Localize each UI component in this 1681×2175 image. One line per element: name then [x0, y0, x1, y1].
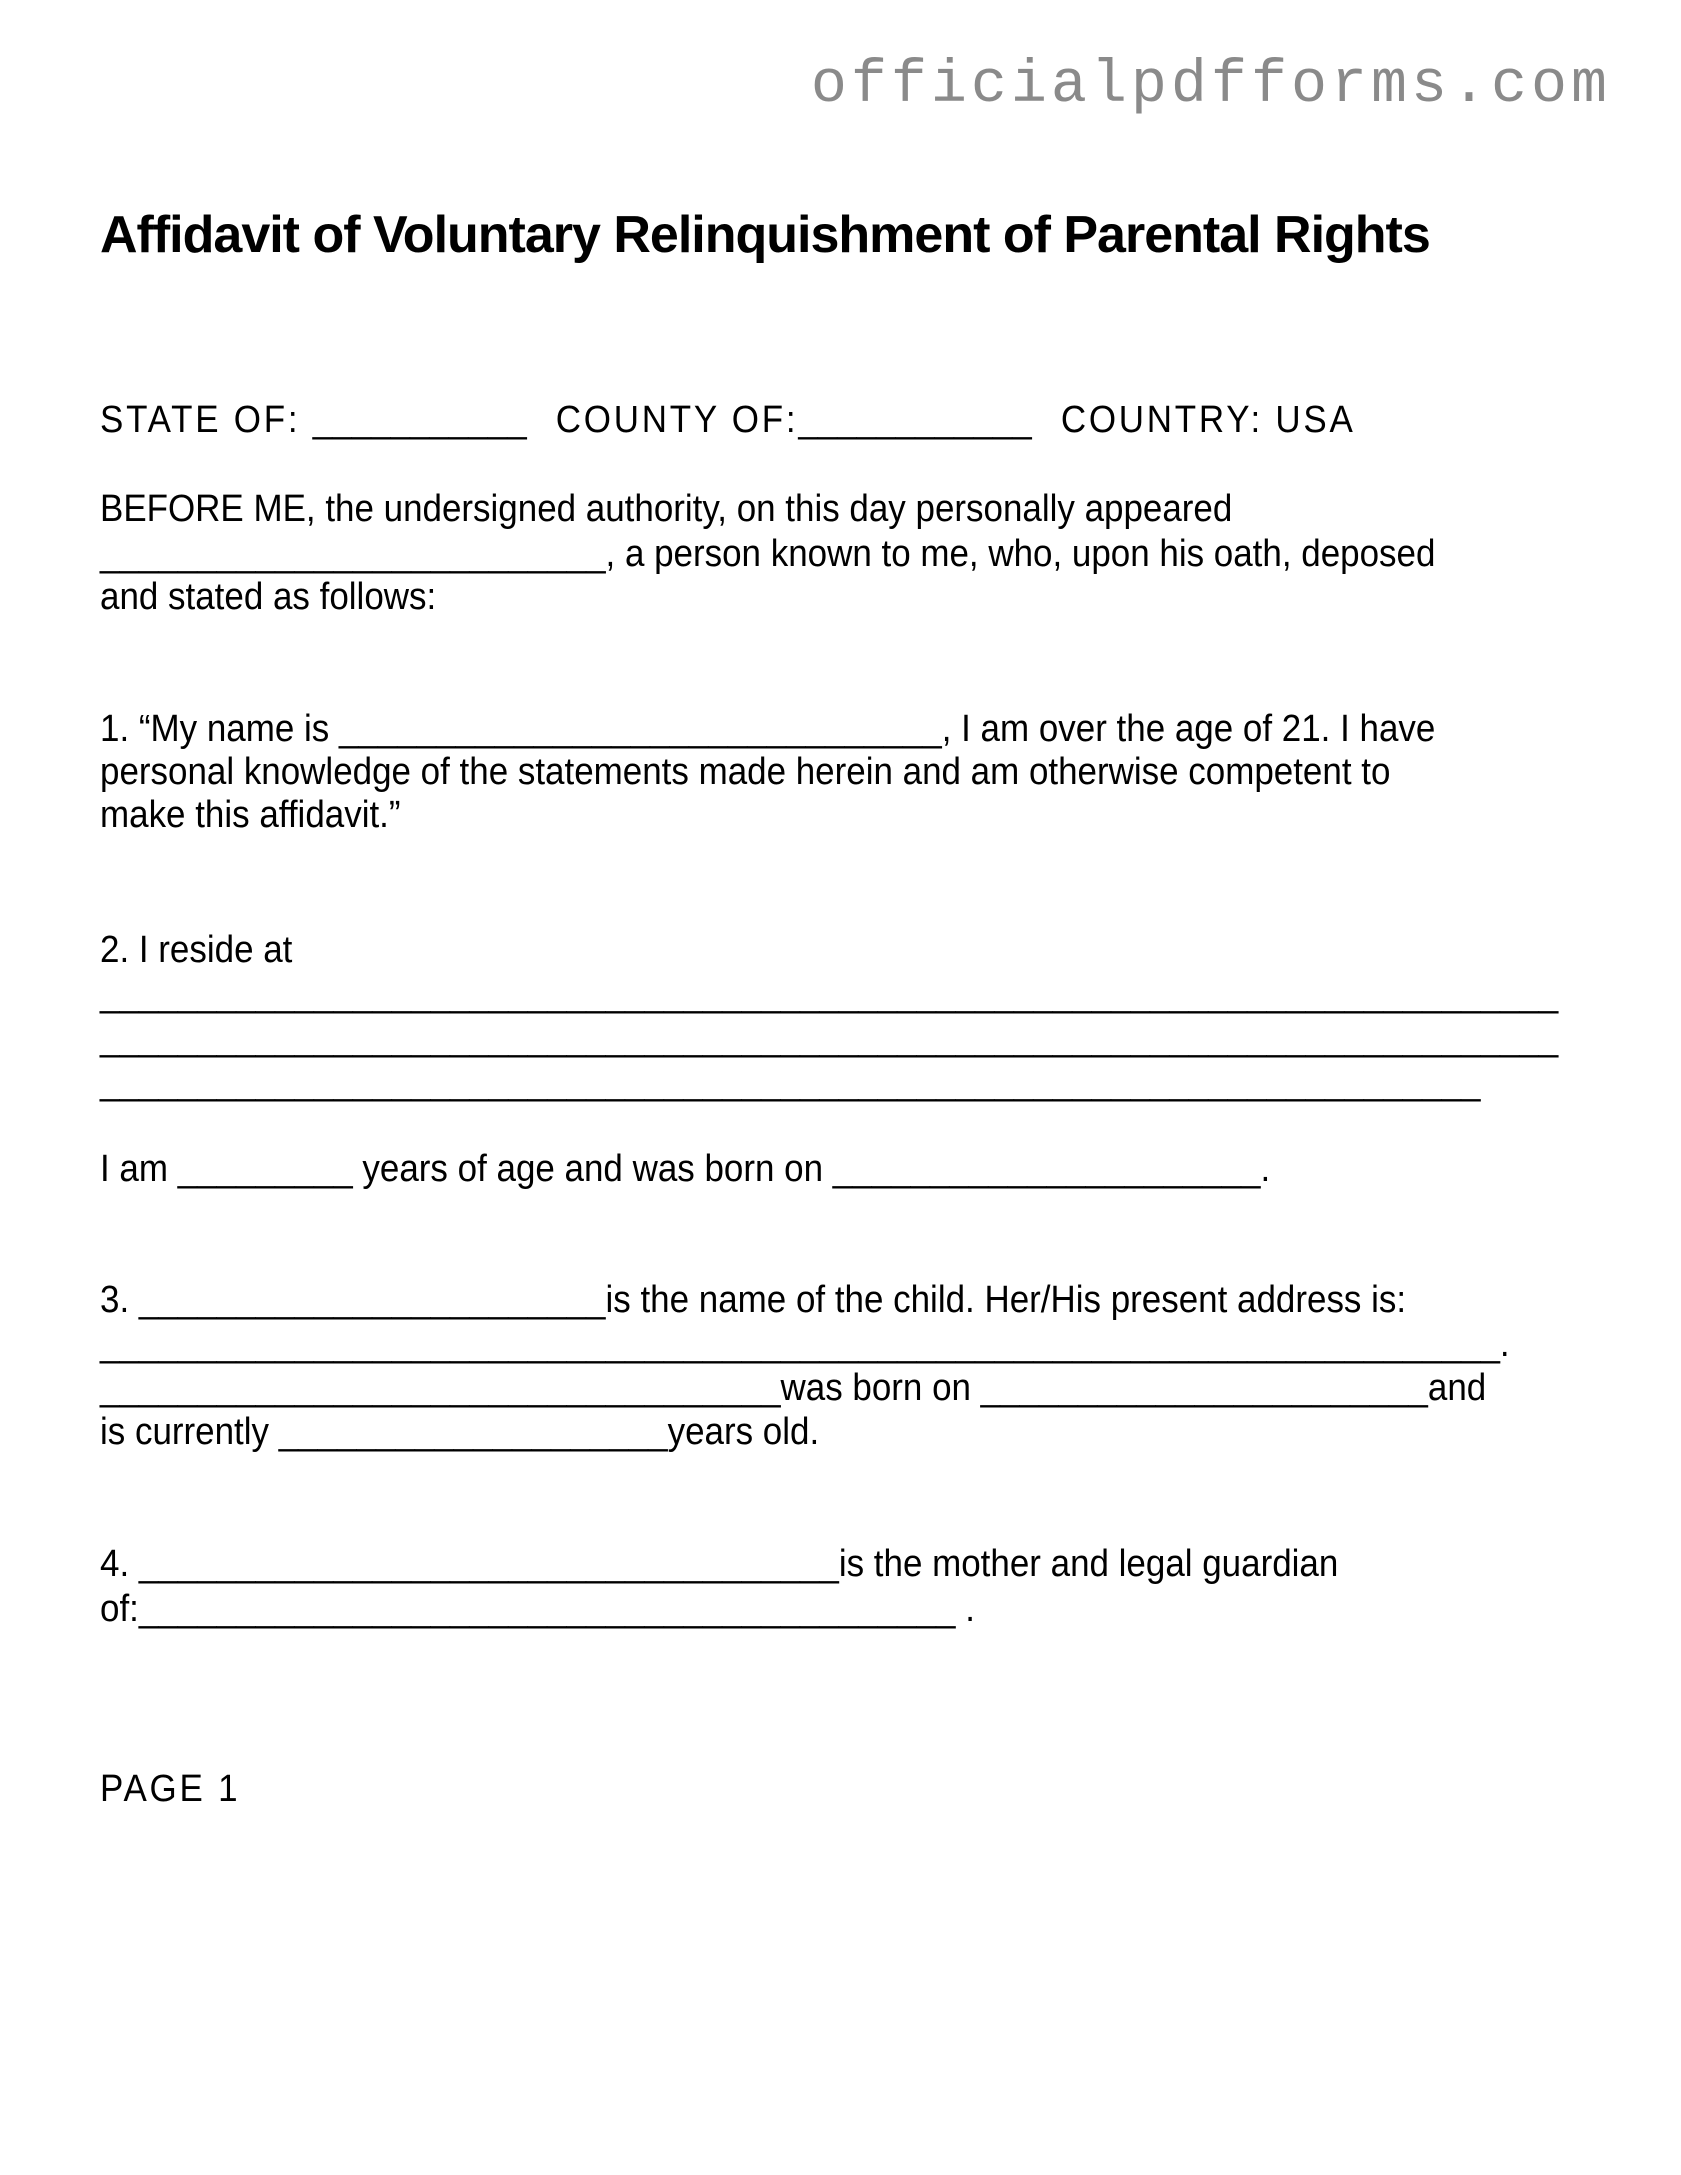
item-2-label: 2. I reside at	[100, 929, 293, 971]
child-name-field-2[interactable]: ___________________________________	[100, 1367, 781, 1409]
child-age-field[interactable]: ____________________	[278, 1411, 668, 1453]
item-4-line-2-suffix: .	[955, 1588, 975, 1630]
residence-address-line-3	[100, 1060, 1480, 1104]
item-3-line-4	[100, 1410, 819, 1454]
item-4-text-1: is the mother and legal guardian	[838, 1543, 1339, 1585]
item-1-suffix: , I am over the age of 21. I have	[941, 708, 1436, 750]
intro-line-1	[100, 487, 1232, 531]
item-2-label-line	[100, 928, 292, 972]
child-address-field[interactable]: ________________________________________________________________________.	[100, 1323, 1510, 1365]
item-1-text-2: personal knowledge of the statements made herein and am otherwise competent to	[100, 751, 1391, 793]
child-birth-date-field[interactable]: _______________________	[980, 1367, 1428, 1409]
age-field[interactable]: _________	[177, 1148, 353, 1190]
intro-line-3	[100, 575, 436, 619]
age-suffix: .	[1260, 1148, 1271, 1190]
and-text: and	[1427, 1367, 1487, 1409]
watermark-logo: officialpdfforms.com	[810, 52, 1611, 120]
intro-text-1: BEFORE ME, the undersigned authority, on this day personally appeared	[100, 488, 1233, 530]
state-field[interactable]: ___________	[312, 399, 527, 441]
affiant-name-field[interactable]: _______________________________	[338, 708, 942, 750]
country-label: COUNTRY: USA	[1060, 399, 1356, 441]
item-1-line-1	[100, 707, 1435, 751]
residence-address-field-2[interactable]: ___________________________________________________________________________	[100, 1017, 1559, 1059]
item-3-line-1	[100, 1278, 1406, 1322]
guardian-of-field[interactable]: __________________________________________	[138, 1588, 956, 1630]
age-middle-text: years of age and was born on	[352, 1148, 833, 1190]
item-3-line-4-suffix: years old.	[667, 1411, 820, 1453]
item-3-text-1: is the name of the child. Her/His present address is:	[605, 1279, 1407, 1321]
item-3-line-4-prefix: is currently	[100, 1411, 279, 1453]
age-prefix: I am	[100, 1148, 178, 1190]
jurisdiction-line	[100, 398, 1356, 442]
item-1-line-3	[100, 793, 401, 837]
item-3-line-3	[100, 1366, 1486, 1410]
page-number: PAGE 1	[100, 1768, 241, 1810]
born-text: was born on	[780, 1367, 981, 1409]
state-label: STATE OF:	[100, 399, 313, 441]
item-1-prefix: 1. “My name is	[100, 708, 339, 750]
item-3-line-2	[100, 1322, 1510, 1366]
document-title: Affidavit of Voluntary Relinquishment of Parental Rights	[100, 206, 1430, 264]
item-4-line-1	[100, 1542, 1338, 1586]
residence-address-field-1[interactable]: ___________________________________________________________________________	[100, 973, 1559, 1015]
mother-name-field[interactable]: ____________________________________	[138, 1543, 839, 1585]
county-label: COUNTY OF:	[555, 399, 799, 441]
residence-address-field-3[interactable]: _______________________________________________________________________	[100, 1061, 1481, 1103]
intro-text-2: , a person known to me, who, upon his oath, deposed	[605, 533, 1436, 575]
child-name-field[interactable]: ________________________	[138, 1279, 606, 1321]
appeared-person-field[interactable]: __________________________	[100, 533, 606, 575]
residence-address-line-1	[100, 972, 1558, 1016]
item-4-prefix: 4.	[100, 1543, 139, 1585]
county-field[interactable]: ____________	[798, 399, 1032, 441]
item-3-prefix: 3.	[100, 1279, 139, 1321]
item-4-line-2-prefix: of:	[100, 1588, 139, 1630]
item-1-text-3: make this affidavit.”	[100, 794, 401, 836]
intro-text-3: and stated as follows:	[100, 576, 437, 618]
item-4-line-2	[100, 1587, 975, 1631]
residence-address-line-2	[100, 1016, 1558, 1060]
item-1-line-2	[100, 750, 1390, 794]
age-line	[100, 1147, 1270, 1191]
birth-date-field[interactable]: ______________________	[832, 1148, 1261, 1190]
intro-line-2	[100, 532, 1435, 576]
